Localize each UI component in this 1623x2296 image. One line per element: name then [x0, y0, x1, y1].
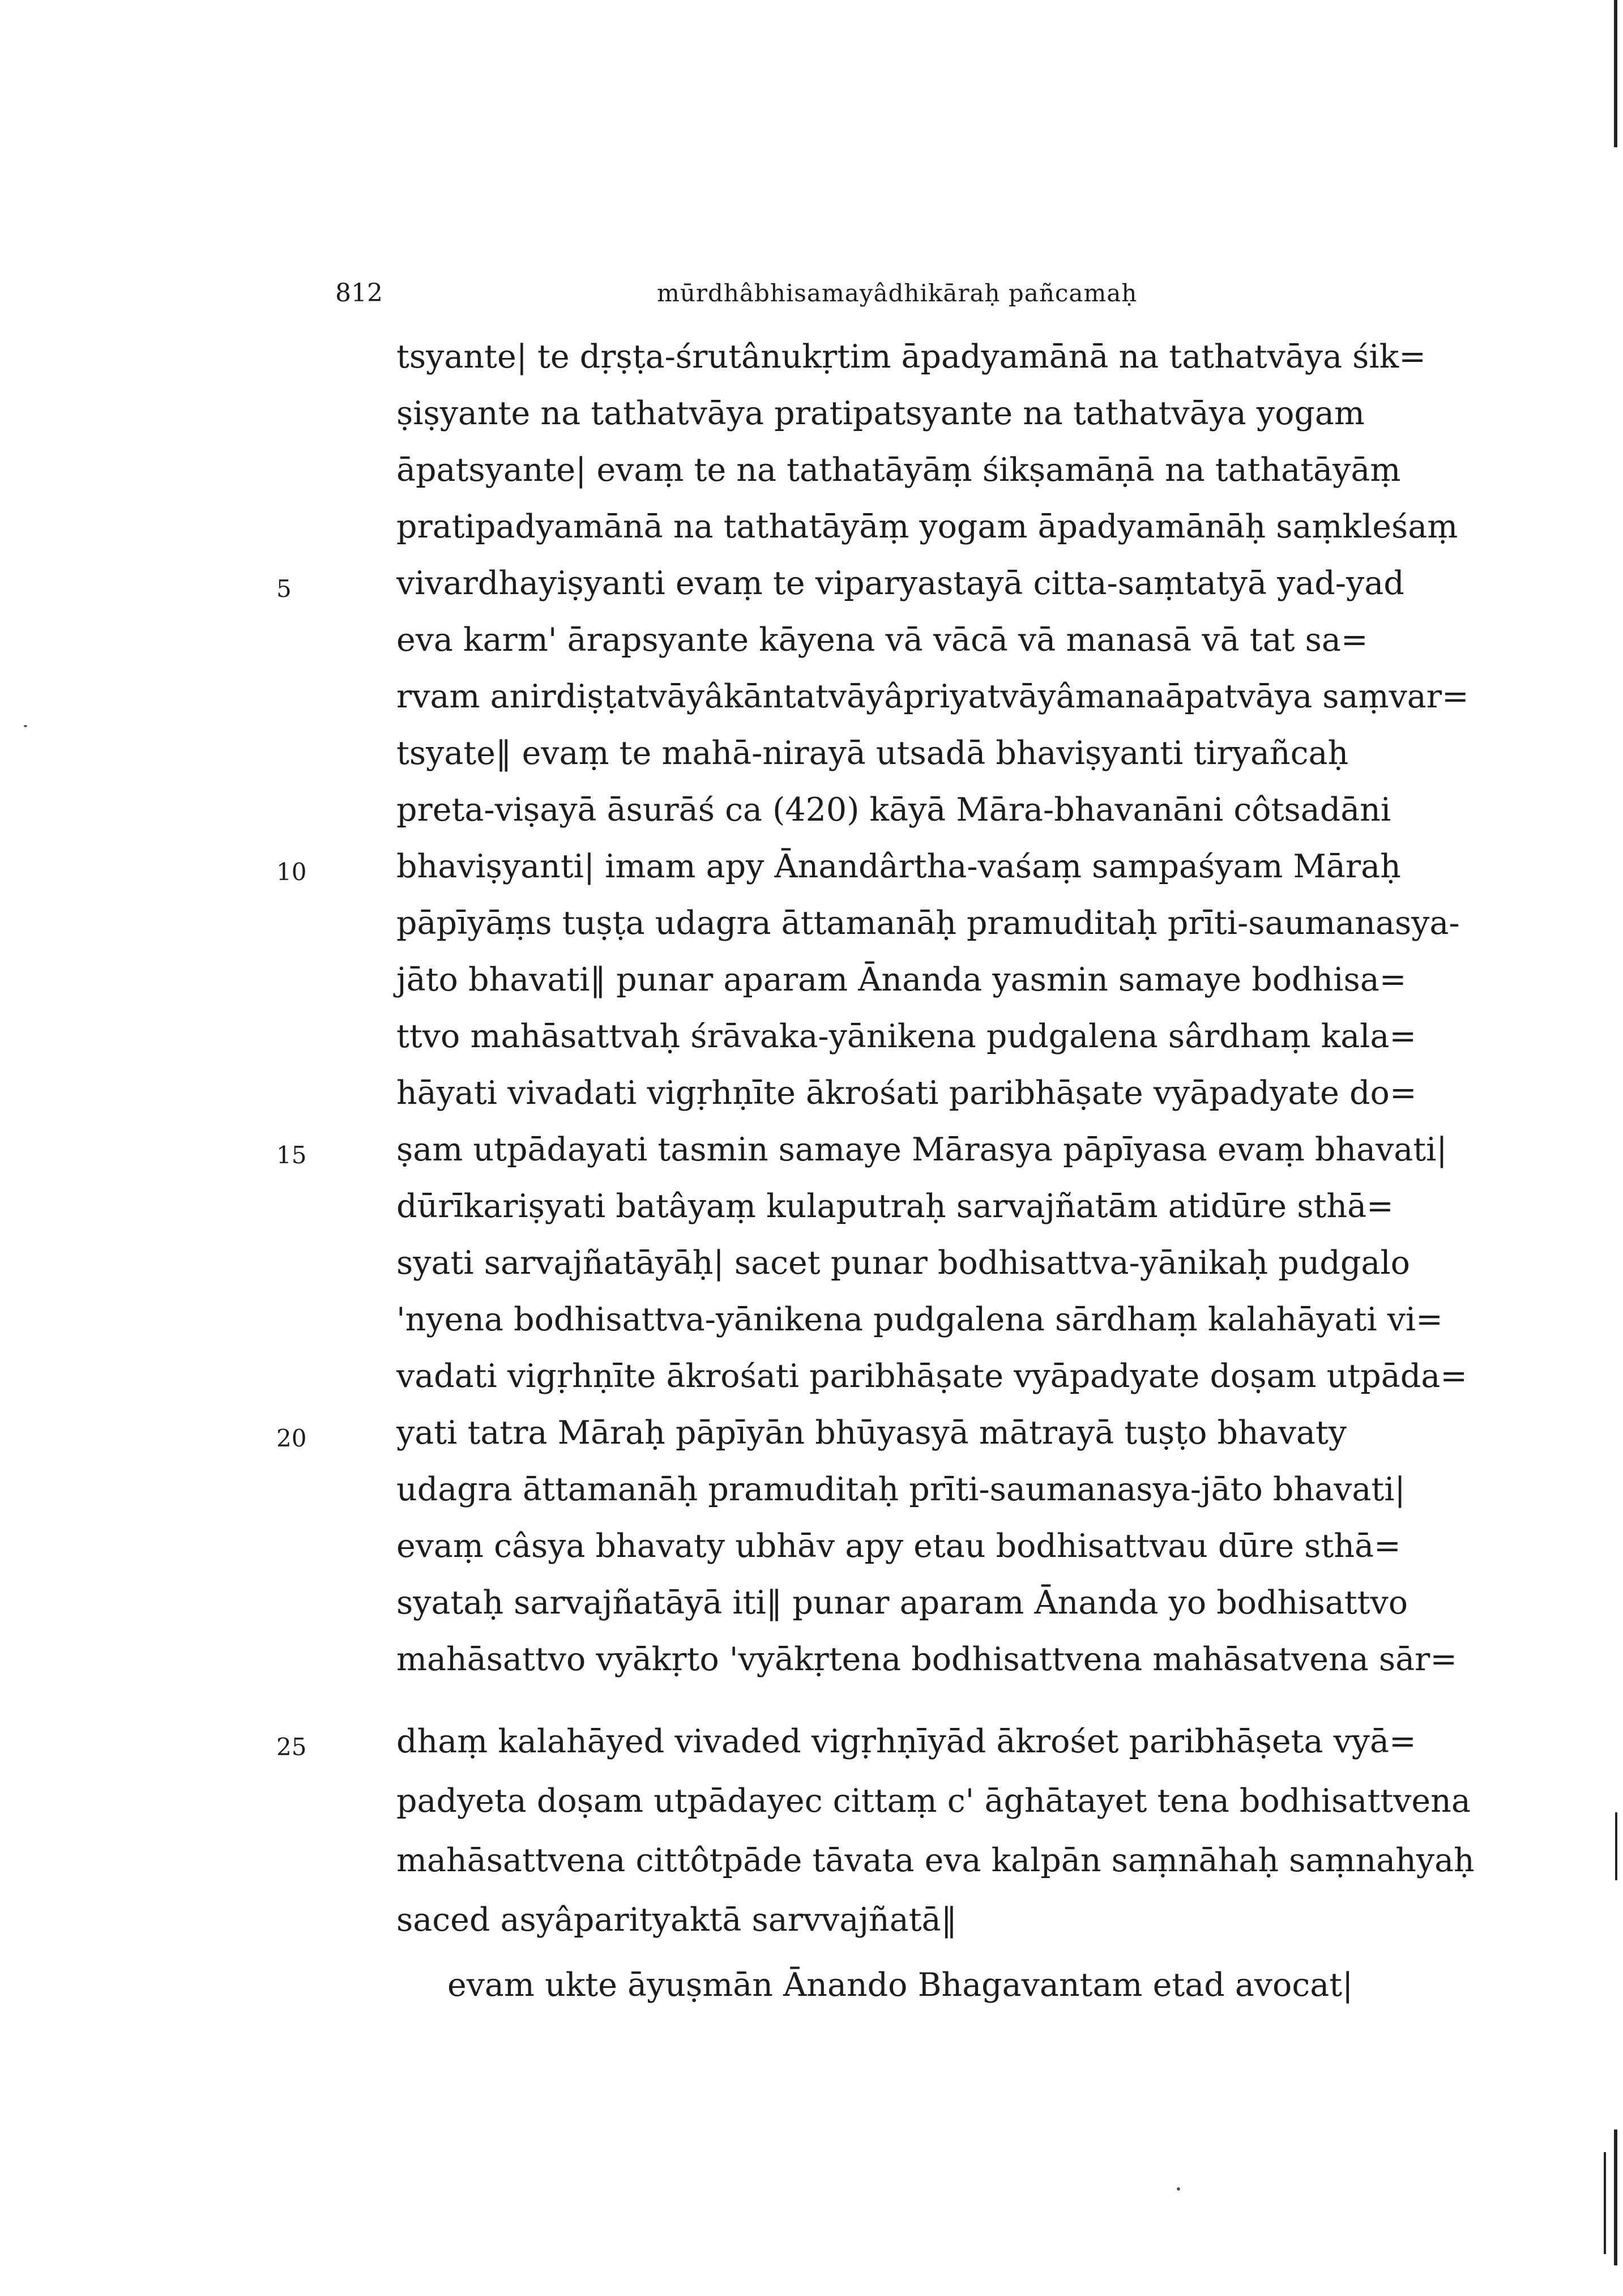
- text-line: vivardhayiṣyanti evaṃ te viparyastayā citta-saṃtatyā yad-yad: [396, 565, 1404, 602]
- scan-edge-line: [1615, 1812, 1617, 1880]
- line-number: 5: [276, 575, 292, 603]
- text-line: mahāsattvo vyākṛto 'vyākṛtena bodhisattvena mahāsatvena sār=: [396, 1641, 1458, 1678]
- line-number: 15: [276, 1141, 307, 1169]
- text-line: tsyante| te dṛṣṭa-śrutânukṛtim āpadyamānā na tathatvāya śik=: [396, 338, 1426, 375]
- text-line: pāpīyāṃs tuṣṭa udagra āttamanāḥ pramuditaḥ prīti-saumanasya-: [396, 904, 1460, 942]
- text-line: preta-viṣayā āsurāś ca (420) kāyā Māra-bhavanāni côtsadāni: [396, 791, 1391, 829]
- running-title: mūrdhâbhisamayâdhikāraḥ pañcamaḥ: [657, 279, 1138, 307]
- text-line: evaṃ câsya bhavaty ubhāv apy etau bodhisattvau dūre sthā=: [396, 1527, 1401, 1565]
- line-number: 25: [276, 1733, 307, 1761]
- scan-speck: [1177, 2187, 1180, 2191]
- text-line: jāto bhavati‖ punar aparam Ānanda yasmin samaye bodhisa=: [396, 961, 1407, 998]
- text-line: padyeta doṣam utpādayec cittaṃ c' āghātayet tena bodhisattvena: [396, 1782, 1471, 1820]
- text-line: yati tatra Māraḥ pāpīyān bhūyasyā mātrayā tuṣṭo bhavaty: [396, 1414, 1347, 1452]
- line-number: 20: [276, 1424, 307, 1452]
- text-line: mahāsattvena cittôtpāde tāvata eva kalpān saṃnāhaḥ saṃnahyaḥ: [396, 1842, 1475, 1879]
- text-line: saced asyâparityaktā sarvvajñatā‖: [396, 1901, 958, 1939]
- text-line: syati sarvajñatāyāḥ| sacet punar bodhisattva-yānikaḥ pudgalo: [396, 1244, 1410, 1282]
- scan-edge-line: [1614, 2129, 1617, 2265]
- text-line: dūrīkariṣyati batâyaṃ kulaputraḥ sarvajñatām atidūre sthā=: [396, 1188, 1394, 1225]
- text-line: 'nyena bodhisattva-yānikena pudgalena sārdhaṃ kalahāyati vi=: [396, 1301, 1443, 1338]
- text-line: hāyati vivadati vigṛhṇīte ākrośati paribhāṣate vyāpadyate do=: [396, 1074, 1417, 1112]
- scan-edge-line: [1614, 0, 1617, 147]
- text-line: āpatsyante| evaṃ te na tathatāyāṃ śikṣamāṇā na tathatāyāṃ: [396, 451, 1401, 489]
- text-line: tsyate‖ evaṃ te mahā-nirayā utsadā bhaviṣyanti tiryañcaḥ: [396, 735, 1349, 772]
- text-line: pratipadyamānā na tathatāyāṃ yogam āpadyamānāḥ saṃkleśaṃ: [396, 508, 1458, 545]
- scan-edge-line: [1604, 2152, 1606, 2254]
- text-line: ṣam utpādayati tasmin samaye Mārasya pāpīyasa evaṃ bhavati|: [396, 1131, 1447, 1168]
- scan-speck: [24, 725, 27, 727]
- text-line: rvam anirdiṣṭatvāyâkāntatvāyâpriyatvāyâmanaāpatvāya saṃvar=: [396, 678, 1469, 715]
- text-line: udagra āttamanāḥ pramuditaḥ prīti-saumanasya-jāto bhavati|: [396, 1471, 1406, 1508]
- text-line: ṣiṣyante na tathatvāya pratipatsyante na tathatvāya yogam: [396, 395, 1365, 432]
- text-line: evam ukte āyuṣmān Ānando Bhagavantam etad avocat|: [447, 1966, 1353, 2004]
- text-line: ttvo mahāsattvaḥ śrāvaka-yānikena pudgalena sârdhaṃ kala=: [396, 1018, 1417, 1055]
- text-line: bhaviṣyanti| imam apy Ānandârtha-vaśaṃ sampaśyam Māraḥ: [396, 848, 1401, 885]
- text-line: syataḥ sarvajñatāyā iti‖ punar aparam Ānanda yo bodhisattvo: [396, 1584, 1408, 1621]
- page-number: 812: [335, 279, 383, 308]
- text-line: vadati vigṛhṇīte ākrośati paribhāṣate vyāpadyate doṣam utpāda=: [396, 1358, 1467, 1395]
- line-number: 10: [276, 858, 307, 886]
- text-line: dhaṃ kalahāyed vivaded vigṛhṇīyād ākrośet paribhāṣeta vyā=: [396, 1723, 1416, 1760]
- text-line: eva karm' ārapsyante kāyena vā vācā vā manasā vā tat sa=: [396, 621, 1368, 659]
